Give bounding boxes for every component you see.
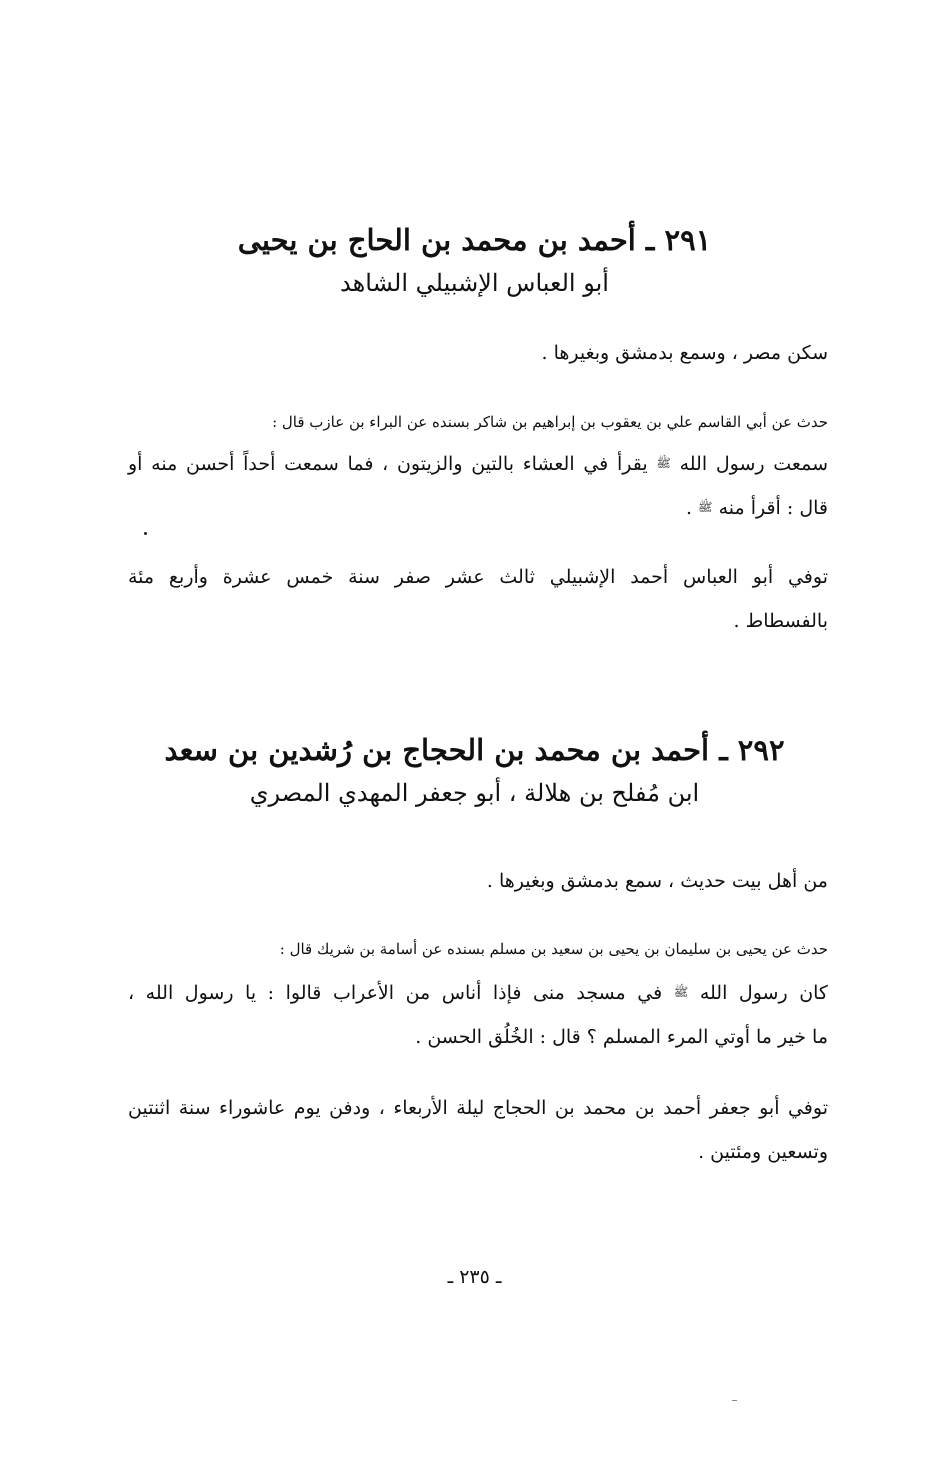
hadith-text: . [685,497,692,519]
hadith-text: يقرأ في العشاء بالتين والزيتون ، فما سمعت أحداً أحسن منه أو [128,453,648,475]
stray-dot [144,532,147,535]
entry-291-death-line1: توفي أبو العباس أحمد الإشبيلي ثالث عشر صفر سنة خمس عشرة وأربع مئة [128,566,828,588]
scan-speck [732,1400,737,1401]
entry-291-death-line2: بالفسطاط . [733,610,828,632]
entry-292-death-line2: وتسعين ومئتين . [698,1141,828,1163]
hadith-text: كان رسول الله [699,982,828,1004]
entry-291-hadith-line2 [128,490,828,525]
honorific-mark: ﷺ [698,500,713,514]
entry-291-hadith-line1 [128,446,828,481]
entry-292-hadith-line2: ما خير ما أوتي المرء المسلم ؟ قال : الخُلُق الحسن . [415,1026,828,1048]
hadith-text: سمعت رسول الله [679,453,828,475]
honorific-mark: ﷺ [673,985,689,999]
entry-292-hadith-line1 [128,975,828,1010]
entry-292-title: ٢٩٢ ـ أحمد بن محمد بن الحجاج بن رُشدين بن سعد [164,733,785,767]
entry-292-chain: حدث عن يحيى بن سليمان بن يحيى بن سعيد بن مسلم بسنده عن أسامة بن شريك قال : [279,940,828,958]
honorific-mark: ﷺ [656,456,671,470]
entry-291-chain: حدث عن أبي القاسم علي بن يعقوب بن إبراهيم بن شاكر بسنده عن البراء بن عازب قال : [272,413,828,431]
entry-291-title: ٢٩١ ـ أحمد بن محمد بن الحاج بن يحيى [237,223,712,257]
entry-291-residence: سكن مصر ، وسمع بدمشق وبغيرها . [541,342,828,364]
hadith-text: في مسجد منى فإذا أناس من الأعراب قالوا : يا رسول الله ، [128,982,663,1004]
hadith-text: قال : أقرأ منه [718,497,828,519]
entry-291-subtitle: أبو العباس الإشبيلي الشاهد [340,269,609,297]
entry-292-subtitle: ابن مُفلح بن هلالة ، أبو جعفر المهدي المصري [249,779,700,807]
page-number: ـ ٢٣٥ ـ [447,1266,502,1288]
entry-292-residence: من أهل بيت حديث ، سمع بدمشق وبغيرها . [486,870,828,892]
entry-292-death-line1: توفي أبو جعفر أحمد بن محمد بن الحجاج ليلة الأربعاء ، ودفن يوم عاشوراء سنة اثنتين [128,1097,828,1119]
